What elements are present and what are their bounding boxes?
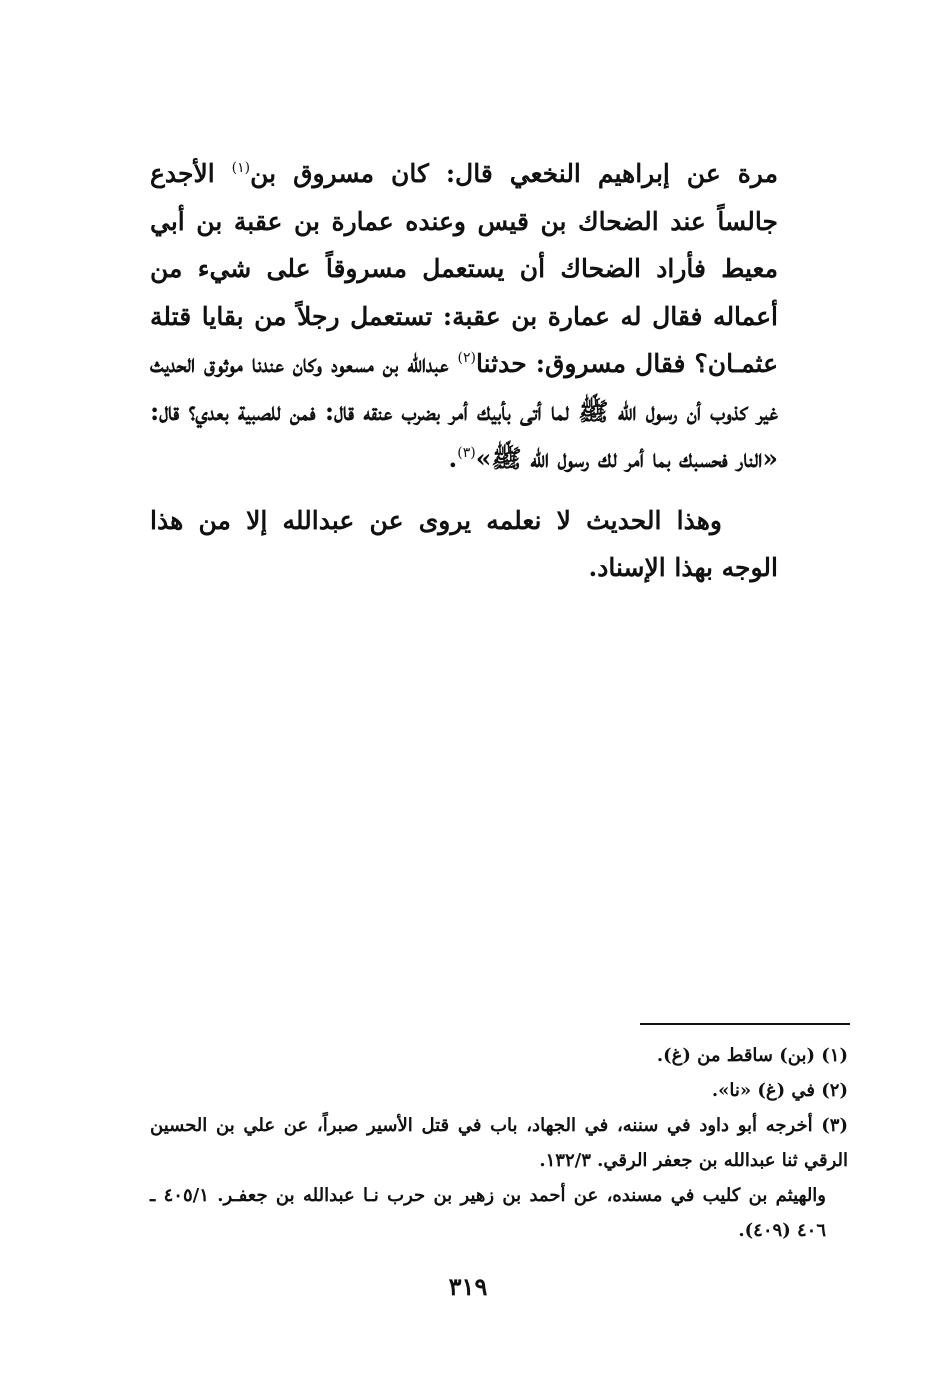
hadith-text-part-1: مرة عن إبراهيم النخعي قال: كان مسروق بن [250,159,778,188]
hadith-text-part-3: عبدالله بن مسعود وكان عندنا موثوق الحديث غير كذوب أن رسول الله ﷺ لما أتى بأبيك أمر بضرب عنقه قال: فمن للصبية بعدي؟ قال: «النار فحسبك بما أمر لك رسول الله ﷺ» [150,349,778,473]
footnote-ref-2: (٢) [457,350,477,366]
footnote-1: (١) (بن) ساقط من (غ). [656,1045,848,1066]
footnotes-section [150,1038,848,1248]
footnote-ref-1: (١) [231,160,251,176]
footnote-ref-3: (٣) [457,445,476,461]
page-number: ٣١٩ [448,1272,488,1301]
footnote-2: (٢) في (غ) «نا». [711,1080,848,1101]
footnote-3-continuation: والهيثم بن كليب في مسنده، عن أحمد بن زهير بن حرب نـا عبدالله بن جعفـر. ٤٠٥/١ ـ ٤٠٦ (٤٠٩). [150,1185,827,1241]
main-text-block [150,150,778,592]
footnote-3: (٣) أخرجه أبو داود في سننه، في الجهاد، باب في قتل الأسير صبراً، عن علي بن الحسين الرقي ثنا عبدالله بن جعفر الرقي. ١٣٢/٣. [150,1115,848,1171]
hadith-paragraph [150,150,778,483]
hadith-text-part-4: . [448,444,458,473]
hadith-text-part-2: الأجدع جالساً عند الضحاك بن قيس وعنده عمارة بن عقبة بن أبي معيط فأراد الضحاك أن يستعمل مسروقاً على شيء من أعماله فقال له عمارة بن عقبة: تستعمل رجلاً من بقايا قتلة عثمـان؟ فقال مسروق: حدثنا [150,159,778,378]
commentary-paragraph: وهذا الحديث لا نعلمه يروى عن عبدالله إلا من هذا الوجه بهذا الإسناد. [150,505,778,582]
footnote-divider [640,1023,850,1025]
